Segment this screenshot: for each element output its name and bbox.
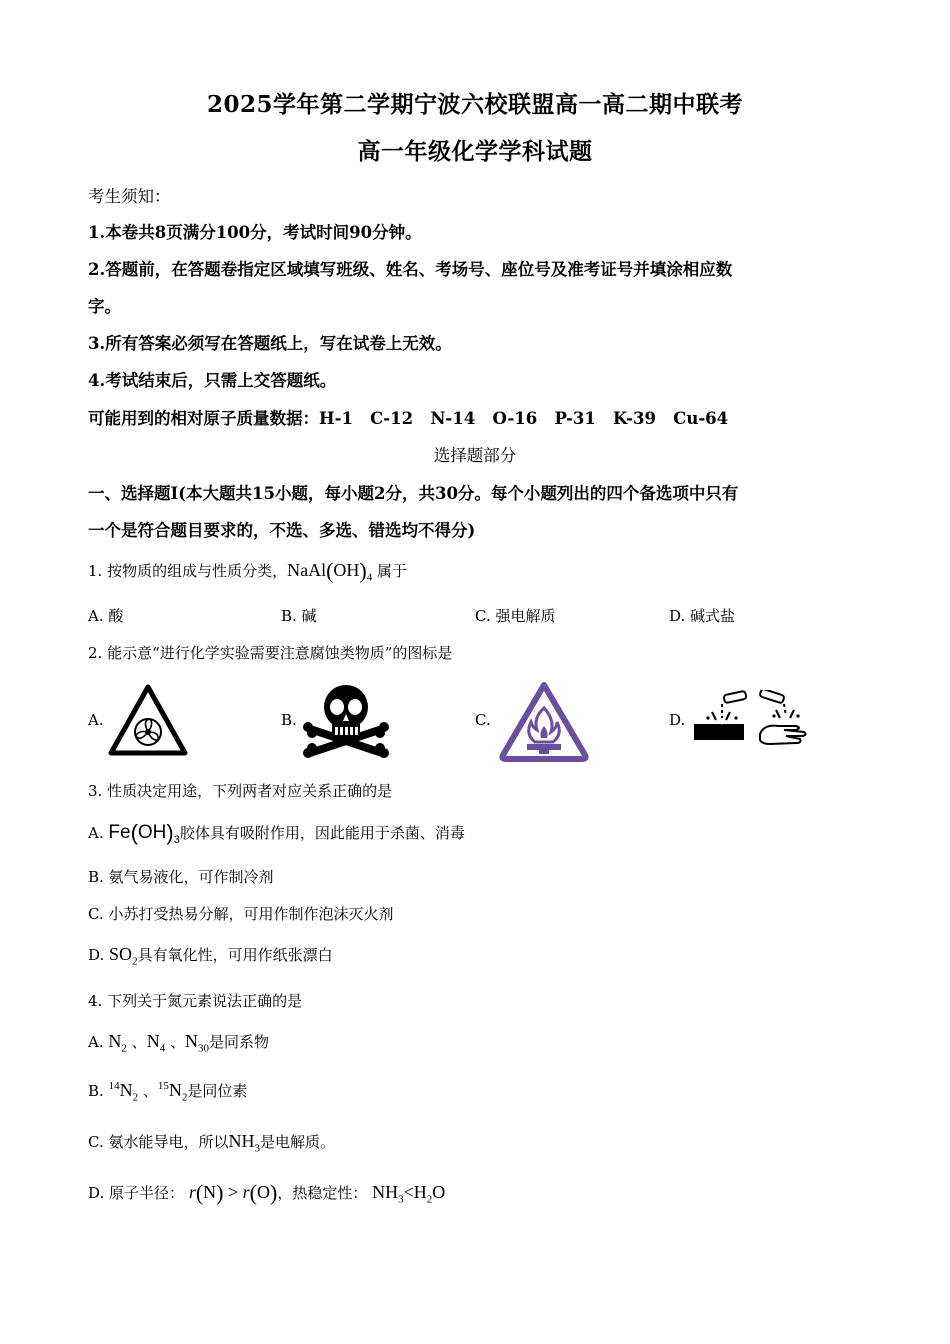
q3-d-formula-main: SO (109, 944, 133, 964)
q3-option-d-formula (109, 944, 138, 968)
q4-a-sub1: 2 (121, 1042, 127, 1055)
part1-instructions-a: 一、选择题Ⅰ(本大题共15小题，每小题2分，共30分。每个小题列出的四个备选项中只有 (88, 484, 739, 503)
q1-formula-main: NaAl (287, 560, 327, 580)
q4-option-c-label: C. 氨水能导电，所以 (88, 1133, 229, 1151)
q4-a-n1: N (108, 1031, 122, 1051)
q1-option-b: B. 碱 (281, 607, 317, 625)
q1-formula-sub: 4 (366, 571, 373, 584)
q4-c-formula-sub: 3 (254, 1142, 260, 1155)
question-4-stem: 4. 下列关于氮元素说法正确的是 (88, 992, 303, 1010)
q4-a-sep2: 、 (169, 1033, 185, 1051)
q4-d-o2: O (432, 1182, 446, 1202)
question-2-stem: 2. 能示意“进行化学实验需要注意腐蚀类物质”的图标是 (88, 644, 453, 662)
q4-option-d-label: D. 原子半径： (88, 1184, 185, 1202)
q3-option-d-label: D. (88, 946, 105, 964)
notice-heading: 考生须知： (88, 187, 171, 206)
exam-subtitle: 高一年级化学学科试题 (357, 138, 593, 165)
fan-hazard-icon (108, 684, 188, 756)
q4-a-n2: N (146, 1031, 160, 1051)
q1-stem-end: 属于 (377, 562, 408, 580)
question-1-stem (88, 558, 407, 584)
q1-formula: $NaAl(OH)_4$ (287, 558, 373, 584)
part1-instructions-b: 一个是符合题目要求的，不选、多选、错选均不得分) (88, 521, 476, 540)
q2-option-c-label: C. (475, 711, 491, 729)
q4-d-sub3: 3 (398, 1193, 404, 1206)
q4-a-n3: N (184, 1031, 198, 1051)
atomic-masses-values: H-1 C-12 N-14 O-16 P-31 K-39 Cu-64 (319, 409, 729, 428)
q4-d-mid: ，热稳定性： (277, 1184, 368, 1202)
q4-option-b-label: B. (88, 1082, 104, 1100)
q3-option-a-label: A. (88, 824, 104, 842)
q4-b-sub2: 2 (181, 1091, 188, 1104)
notice-item-3: 3.所有答案必须写在答题纸上，写在试卷上无效。 (88, 334, 452, 353)
notice-item-2a: 2.答题前，在答题卷指定区域填写班级、姓名、考场号、座位号及准考证号并填涂相应数 (88, 260, 733, 279)
q1-option-a: A. 酸 (88, 607, 124, 625)
question-3-stem: 3. 性质决定用途，下列两者对应关系正确的是 (88, 782, 393, 800)
q3-option-b: B. 氨气易液化，可作制冷剂 (88, 868, 274, 886)
q4-option-c-formula (228, 1131, 260, 1155)
q1-stem-text: 1. 按物质的组成与性质分类， (88, 562, 288, 580)
q4-d-gt: > (227, 1182, 239, 1202)
q4-option-d-radius: r(N) > r(O) (188, 1180, 278, 1205)
q4-d-r1: r (188, 1182, 196, 1202)
notice-item-2b: 字。 (88, 297, 121, 316)
q3-option-a-text: 胶体具有吸附作用，因此能用于杀菌、消毒 (179, 824, 465, 842)
q4-d-o: O (256, 1182, 270, 1202)
q4-option-a-formula-1 (108, 1031, 127, 1055)
q3-option-a (88, 820, 465, 846)
q4-option-a-text: 是同系物 (208, 1033, 269, 1051)
q4-b-sub1: 2 (132, 1091, 139, 1104)
q4-option-a-label: A. (88, 1033, 104, 1051)
skull-crossbones-icon (302, 681, 390, 759)
atomic-masses (88, 405, 728, 429)
q2-option-b-label: B. (281, 711, 297, 729)
corrosive-icon (692, 690, 808, 750)
q3-option-a-formula: $Fe(OH)_3$ (108, 820, 180, 846)
q2-option-d-label: D. (669, 711, 686, 729)
q3-option-d (88, 944, 333, 968)
q1-option-c: C. 强电解质 (475, 607, 556, 625)
q4-b-n2: N (168, 1080, 182, 1100)
q1-formula-inner: OH (333, 560, 360, 580)
exam-title: 2025学年第二学期宁波六校联盟高一高二期中联考 (206, 91, 743, 118)
q4-a-sub2: 4 (159, 1042, 166, 1055)
q2-option-a-label: A. (88, 711, 104, 729)
q4-option-b-formula-1 (108, 1080, 139, 1104)
q4-d-h: H (413, 1182, 427, 1202)
q3-a-formula-inner: OH (137, 822, 167, 843)
q4-a-sep1: 、 (131, 1033, 147, 1051)
q4-d-sub2: 2 (426, 1193, 433, 1206)
q4-a-sub3: 30 (197, 1042, 209, 1055)
q4-b-n1: N (119, 1080, 133, 1100)
q3-d-formula-sub: 2 (132, 955, 138, 968)
q4-option-d (88, 1180, 445, 1206)
q3-a-formula-main: Fe (108, 822, 131, 843)
q4-option-b (88, 1080, 247, 1104)
q4-b-sep: 、 (142, 1082, 158, 1100)
q4-option-a (88, 1031, 269, 1055)
q4-option-d-stability (372, 1182, 446, 1206)
q4-d-nh: NH (372, 1182, 399, 1202)
atomic-masses-label: 可能用到的相对原子质量数据： (88, 409, 319, 428)
section-heading: 选择题部分 (433, 446, 517, 465)
q4-option-a-formula-3 (184, 1031, 209, 1055)
q4-option-c-text: 是电解质。 (259, 1133, 335, 1151)
q4-d-n: N (203, 1182, 217, 1202)
q4-b-mass2: 15 (157, 1080, 169, 1092)
q3-option-c: C. 小苏打受热易分解，可用作制作泡沫灭火剂 (88, 905, 394, 923)
q4-d-lt: < (403, 1182, 414, 1202)
q4-b-mass1: 14 (108, 1080, 120, 1092)
q4-option-b-text: 是同位素 (187, 1082, 248, 1100)
notice-item-4: 4.考试结束后，只需上交答题纸。 (88, 371, 337, 390)
notice-item-1: 1.本卷共8页满分100分，考试时间90分钟。 (88, 223, 422, 242)
q4-c-formula-main: NH (228, 1131, 255, 1151)
q4-option-a-formula-2 (146, 1031, 166, 1055)
q4-d-r2: r (242, 1182, 250, 1202)
flame-burner-icon (497, 680, 591, 762)
q4-option-c (88, 1131, 335, 1155)
q3-a-formula-sub: 3 (173, 833, 180, 846)
q3-option-d-text: 具有氧化性，可用作纸张漂白 (137, 946, 333, 964)
q4-option-b-formula-2 (157, 1080, 188, 1104)
q1-option-d: D. 碱式盐 (669, 607, 736, 625)
